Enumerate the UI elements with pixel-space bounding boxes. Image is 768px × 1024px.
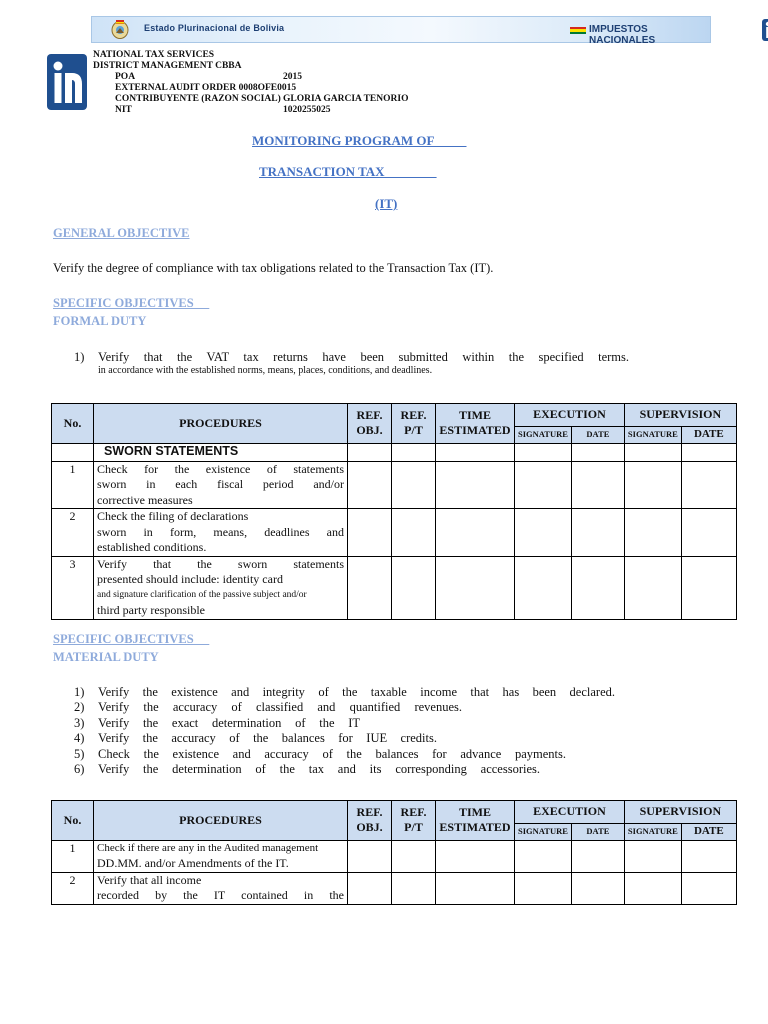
col-header-ref-obj: REF. OBJ. (348, 404, 392, 444)
col-header-exec-signature: SIGNATURE (515, 824, 572, 841)
col-header-sup-signature: SIGNATURE (624, 427, 681, 444)
col-header-no: No. (52, 404, 94, 444)
procedures-table-formal (51, 403, 737, 620)
audit-order: EXTERNAL AUDIT ORDER 0008OFE0015 (115, 83, 297, 93)
col-header-supervision: SUPERVISION (624, 404, 736, 427)
general-objective-text: Verify the degree of compliance with tax obligations related to the Transaction Tax (IT). (53, 261, 494, 275)
col-header-sup-date: DATE (681, 824, 736, 841)
poa-value: 2015 (283, 72, 302, 82)
col-header-execution: EXECUTION (515, 801, 625, 824)
impuestos-nacionales-logo-icon (47, 54, 87, 110)
bolivia-coat-of-arms-icon (110, 19, 130, 40)
material-duty-heading: MATERIAL DUTY (53, 650, 159, 664)
row-number: 1 (52, 840, 94, 872)
agency-line: NATIONAL TAX SERVICES (93, 50, 215, 60)
objective-item: 4) Verify the accuracy of the balances for IUE credits. (74, 731, 437, 745)
col-header-sup-signature: SIGNATURE (624, 824, 681, 841)
objective-item: 2) Verify the accuracy of classified and quantified revenues. (74, 700, 462, 714)
objective-text: Verify that the VAT tax returns have been submitted within the specified terms. (98, 350, 629, 364)
col-header-supervision: SUPERVISION (624, 801, 736, 824)
agency-name: IMPUESTOS NACIONALES (589, 24, 656, 46)
table-row (52, 461, 737, 509)
table-row (52, 509, 737, 557)
formal-duty-heading: FORMAL DUTY (53, 314, 147, 328)
row-number: 2 (52, 872, 94, 904)
specific-objectives-heading-2: SPECIFIC OBJECTIVES (53, 632, 210, 646)
impuestos-logo-icon (762, 19, 768, 41)
col-header-ref-pt: REF. P/T (392, 404, 436, 444)
objective-number: 1) (74, 350, 85, 364)
col-header-exec-date: DATE (571, 427, 624, 444)
col-header-time: TIME ESTIMATED (436, 404, 515, 444)
row-number: 2 (52, 509, 94, 557)
state-name: Estado Plurinacional de Bolivia (144, 23, 285, 33)
header-banner (91, 16, 711, 46)
nit-value: 1020255025 (283, 105, 331, 115)
col-header-no: No. (52, 801, 94, 841)
table-row (52, 556, 737, 619)
table-row (52, 840, 737, 872)
contributor-label: CONTRIBUYENTE (RAZON SOCIAL) (115, 94, 281, 104)
col-header-ref-pt: REF. P/T (392, 801, 436, 841)
col-header-exec-date: DATE (571, 824, 624, 841)
procedure-text: Check the filing of declarations sworn in form, means, deadlines and established conditions. (94, 509, 348, 557)
procedures-table-material (51, 800, 737, 905)
objective-item: 6) Verify the determination of the tax and its corresponding accessories. (74, 762, 540, 776)
objective-item: 3) Verify the exact determination of the IT (74, 716, 360, 730)
contributor-value: GLORIA GARCIA TENORIO (283, 94, 409, 104)
col-header-time: TIME ESTIMATED (436, 801, 515, 841)
col-header-sup-date: DATE (681, 427, 736, 444)
document-title-line1: MONITORING PROGRAM OF (252, 133, 467, 148)
objective-note: in accordance with the established norms, means, places, conditions, and deadlines. (98, 365, 433, 376)
procedure-text: Check if there are any in the Audited management DD.MM. and/or Amendments of the IT. (94, 840, 348, 872)
district-line: DISTRICT MANAGEMENT CBBA (93, 61, 242, 71)
table-section-title: SWORN STATEMENTS (94, 443, 348, 461)
nit-label: NIT (115, 105, 132, 115)
col-header-procedures: PROCEDURES (94, 404, 348, 444)
document-title-line2: TRANSACTION TAX (259, 164, 437, 179)
specific-objectives-heading: SPECIFIC OBJECTIVES (53, 296, 210, 310)
general-objective-heading: GENERAL OBJECTIVE (53, 226, 190, 240)
objective-item: 1) Verify the existence and integrity of the taxable income that has been declared. (74, 685, 615, 699)
procedure-text: Check for the existence of statements sworn in each fiscal period and/or corrective measures (94, 461, 348, 509)
row-number: 1 (52, 461, 94, 509)
row-number: 3 (52, 556, 94, 619)
col-header-procedures: PROCEDURES (94, 801, 348, 841)
document-title-line3: (IT) (375, 196, 398, 211)
col-header-execution: EXECUTION (515, 404, 625, 427)
procedure-text: Verify that the sworn statements presented should include: identity card and signature clarification of the passive subject and/or third party responsible (94, 556, 348, 619)
poa-label: POA (115, 72, 136, 82)
table-row (52, 872, 737, 904)
procedure-text: Verify that all income recorded by the IT contained in the (94, 872, 348, 904)
bolivia-flag-icon (570, 27, 586, 34)
col-header-ref-obj: REF. OBJ. (348, 801, 392, 841)
objective-item: 5) Check the existence and accuracy of the balances for advance payments. (74, 747, 566, 761)
objective-item (74, 350, 629, 365)
col-header-exec-signature: SIGNATURE (515, 427, 572, 444)
